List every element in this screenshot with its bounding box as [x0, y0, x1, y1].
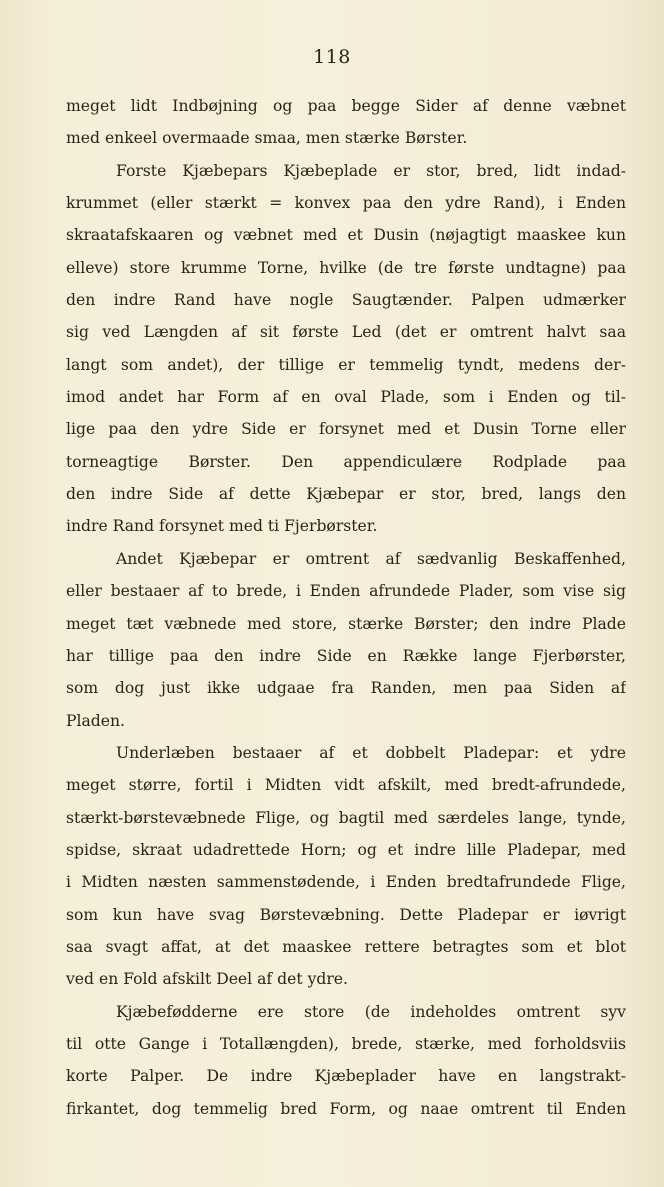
text-line: eller bestaaer af to brede, i Enden afrundede Plader, som vise sig — [66, 582, 626, 601]
text-line: korte Palper. De indre Kjæbeplader have en langstrakt- — [66, 1067, 626, 1086]
text-line: Underlæben bestaaer af et dobbelt Pladepar: et ydre — [116, 743, 626, 762]
text-line: lige paa den ydre Side er forsynet med et Dusin Torne eller — [66, 420, 626, 439]
text-line: med enkeel overmaade smaa, men stærke Børster. — [66, 129, 468, 148]
text-line: den indre Rand have nogle Saugtænder. Palpen udmærker — [66, 291, 626, 310]
text-line: stærkt-børstevæbnede Flige, og bagtil med særdeles lange, tynde, — [66, 808, 626, 827]
text-line: spidse, skraat udadrettede Horn; og et indre lille Pladepar, med — [66, 840, 626, 859]
text-line: langt som andet), der tillige er temmelig tyndt, medens der- — [66, 355, 626, 374]
text-line: skraatafskaaren og væbnet med et Dusin (nøjagtigt maaskee kun — [66, 226, 626, 245]
text-line: elleve) store krumme Torne, hvilke (de tre første undtagne) paa — [66, 258, 626, 277]
text-line: meget større, fortil i Midten vidt afskilt, med bredt-afrundede, — [66, 776, 626, 795]
text-line: indre Rand forsynet med ti Fjerbørster. — [66, 517, 378, 536]
text-line: Pladen. — [66, 711, 125, 730]
text-line: meget tæt væbnede med store, stærke Børster; den indre Plade — [66, 614, 626, 633]
text-line: har tillige paa den indre Side en Række lange Fjerbørster, — [66, 646, 626, 665]
text-line: i Midten næsten sammenstødende, i Enden bredtafrundede Flige, — [66, 873, 626, 892]
text-line: Andet Kjæbepar er omtrent af sædvanlig Beskaffenhed, — [116, 549, 626, 568]
page-number: 118 — [313, 46, 351, 68]
text-line: ved en Fold afskilt Deel af det ydre. — [66, 970, 348, 989]
text-line: torneagtige Børster. Den appendiculære Rodplade paa — [66, 452, 626, 471]
text-line: sig ved Længden af sit første Led (det er omtrent halvt saa — [66, 323, 626, 342]
text-line: saa svagt affat, at det maaskee rettere betragtes som et blot — [66, 937, 626, 956]
text-line: firkantet, dog temmelig bred Form, og naae omtrent til Enden — [66, 1099, 626, 1118]
text-line: Kjæbefødderne ere store (de indeholdes omtrent syv — [116, 1002, 626, 1021]
text-line: til otte Gange i Totallængden), brede, stærke, med forholdsviis — [66, 1034, 626, 1053]
text-line: som dog just ikke udgaae fra Randen, men paa Siden af — [66, 679, 626, 698]
text-line: Forste Kjæbepars Kjæbeplade er stor, bred, lidt indad- — [116, 161, 626, 180]
text-line: meget lidt Indbøjning og paa begge Sider af denne væbnet — [66, 97, 626, 115]
body-text — [66, 90, 626, 1125]
text-line: som kun have svag Børstevæbning. Dette Pladepar er iøvrigt — [66, 905, 626, 924]
text-line: krummet (eller stærkt = konvex paa den ydre Rand), i Enden — [66, 194, 626, 213]
text-line: imod andet har Form af en oval Plade, som i Enden og til- — [66, 388, 626, 407]
text-line: den indre Side af dette Kjæbepar er stor, bred, langs den — [66, 485, 626, 504]
